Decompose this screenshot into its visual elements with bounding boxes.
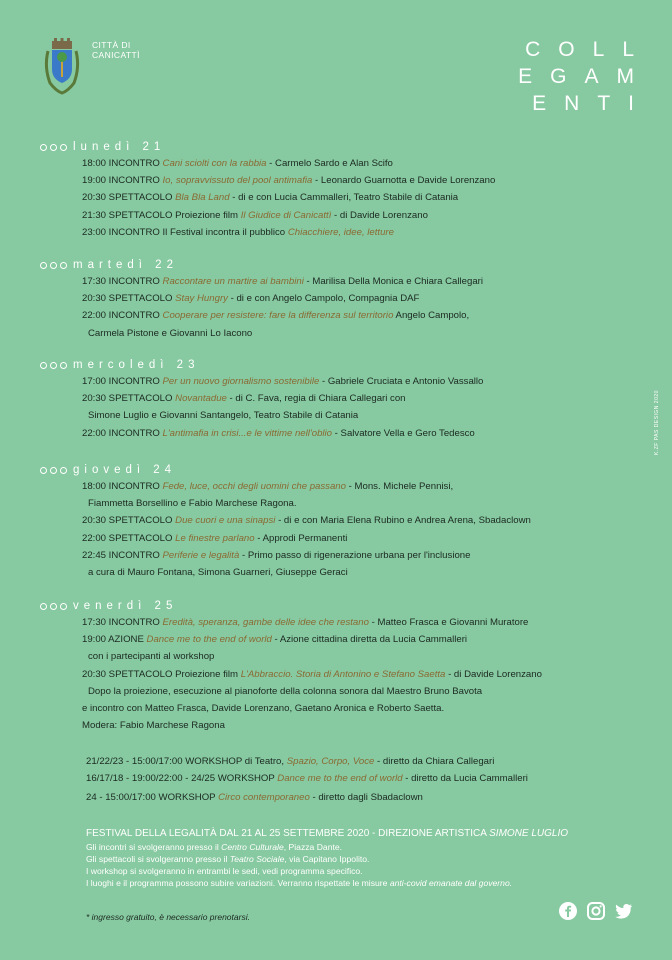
event-details: - di e con Maria Elena Rubino e Andrea Arena, Sbadaclown <box>275 515 531 527</box>
event-title: Dance me to the end of world <box>146 634 272 646</box>
event-time: 18:00 INCONTRO <box>82 481 163 492</box>
event-time: 22:00 INCONTRO <box>82 310 163 322</box>
event-line <box>88 498 297 509</box>
instagram-icon[interactable] <box>586 901 606 921</box>
event-time: 18:00 INCONTRO <box>82 158 163 169</box>
workshop-director: - diretto da Lucia Cammalleri <box>402 773 528 784</box>
event-details: - di e con Angelo Campolo, Compagnia DAF <box>227 293 420 305</box>
event-line <box>82 669 542 680</box>
event-time: 22:00 SPETTACOLO <box>82 532 176 544</box>
event-details: - Salvatore Vella e Gero Tedesco <box>332 427 475 439</box>
footer-line-2: Gli spettacoli si svolgeranno presso il Teatro Sociale, via Capitano Ippolito. <box>86 854 370 864</box>
event-details: - di C. Fava, regia di Chiara Callegari con <box>226 393 406 405</box>
event-line <box>82 550 470 561</box>
day-name: giovedì 24 <box>73 464 177 476</box>
event-title: Io, sopravvissuto del pool antimafia <box>162 175 313 187</box>
event-title: Cani sciolti con la rabbia <box>162 158 267 169</box>
event-time: 20:30 SPETTACOLO Proiezione film <box>82 668 241 680</box>
event-line <box>82 617 528 628</box>
event-details: - Matteo Frasca e Giovanni Muratore <box>368 617 529 628</box>
workshop-director: - diretto da Chiara Callegari <box>374 756 495 767</box>
event-details: - Marilisa Della Monica e Chiara Callegari <box>303 276 483 287</box>
event-title: Novantadue <box>175 393 227 405</box>
festival-info-title: FESTIVAL DELLA LEGALITÀ DAL 21 AL 25 SETTEMBRE 2020 - DIREZIONE ARTISTICA SIMONE LUGLIO <box>86 828 569 839</box>
event-title: Per un nuovo giornalismo sostenibile <box>162 376 320 387</box>
event-time: e incontro con Matteo Frasca, Davide Lorenzano, Gaetano Aronica e Roberto Saetta. <box>82 703 445 714</box>
day-name: martedì 22 <box>73 259 178 271</box>
footer-line-4: I luoghi e il programma possono subire variazioni. Verranno rispettate le misure anti-covid emanate dal governo. <box>86 878 513 888</box>
event-time: Dopo la proiezione, esecuzione al pianoforte della colonna sonora dal Maestro Bruno Bavota <box>88 685 483 697</box>
design-credit: K.ZF PAS DESIGN 2020 <box>654 390 660 455</box>
event-title: Stay Hungry <box>175 293 228 305</box>
circles-decoration <box>40 144 67 151</box>
event-time: Modera: Fabio Marchese Ragona <box>82 720 225 732</box>
event-time: 23:00 INCONTRO Il Festival incontra il pubblico <box>82 226 288 238</box>
event-title: Fede, luce, occhi degli uomini che passano <box>162 481 346 492</box>
event-time: 20:30 SPETTACOLO <box>82 293 176 305</box>
event-line <box>82 481 453 492</box>
day-header <box>40 140 165 154</box>
event-time: 21:30 SPETTACOLO Proiezione film <box>82 209 241 221</box>
workshop-line <box>86 773 528 784</box>
event-line <box>82 192 458 203</box>
city-name-line2: CANICATTÌ <box>92 50 140 60</box>
event-line <box>88 410 358 421</box>
event-title: Periferie e legalità <box>162 549 240 561</box>
workshop-line <box>86 756 494 767</box>
day-name: lunedì 21 <box>73 141 166 153</box>
event-title: Il Giudice di Canicattì <box>240 209 332 221</box>
day-header <box>40 599 177 613</box>
event-time: Carmela Pistone e Giovanni Lo Iacono <box>88 327 253 339</box>
workshop-line <box>86 792 423 803</box>
day-name: venerdì 25 <box>73 600 178 612</box>
event-line <box>82 634 467 645</box>
event-line <box>82 428 475 439</box>
festival-title <box>518 36 652 117</box>
event-title: Raccontare un martire ai bambini <box>162 276 304 287</box>
circles-decoration <box>40 603 67 610</box>
event-details: - Approdi Permanenti <box>254 532 348 544</box>
event-title: Cooperare per resistere: fare la differenza sul territorio <box>162 310 394 322</box>
event-title: Bla Bla Land <box>175 192 230 204</box>
event-title: Eredità, speranza, gambe delle idee che restano <box>162 617 369 628</box>
event-time: 20:30 SPETTACOLO <box>82 192 176 204</box>
event-details: - Gabriele Cruciata e Antonio Vassallo <box>319 376 484 387</box>
event-details: Angelo Campolo, <box>393 310 470 322</box>
event-line <box>82 533 347 544</box>
event-line <box>82 393 406 404</box>
circles-decoration <box>40 362 67 369</box>
title-line-2: EGAM <box>518 65 652 88</box>
event-title: Le finestre parlano <box>175 532 255 544</box>
event-title: L'antimafia in crisi...e le vittime nell'oblio <box>162 427 333 439</box>
event-details: - di e con Lucia Cammalleri, Teatro Stabile di Catania <box>229 192 459 204</box>
city-name <box>92 40 140 60</box>
facebook-icon[interactable] <box>558 901 578 921</box>
twitter-icon[interactable] <box>613 901 633 921</box>
city-name-line1: CITTÀ DI <box>92 40 131 50</box>
event-time: con i partecipanti al workshop <box>88 651 215 663</box>
event-time: 22:45 INCONTRO <box>82 549 163 561</box>
day-name: mercoledì 23 <box>73 359 200 371</box>
event-details: - Leonardo Guarnotta e Davide Lorenzano <box>312 175 496 187</box>
title-line-3: ENTI <box>532 92 652 115</box>
event-line <box>82 310 469 321</box>
event-line <box>82 376 483 387</box>
event-line <box>82 158 393 169</box>
event-title: L'Abbraccio. Storia di Antonino e Stefano Saetta <box>240 668 446 680</box>
event-line <box>82 276 483 287</box>
free-entry-note: * ingresso gratuito, è necessario prenotarsi. <box>86 912 250 922</box>
workshop-time: 24 - 15:00/17:00 WORKSHOP <box>86 792 219 803</box>
event-time: 19:00 AZIONE <box>82 634 147 646</box>
event-line <box>82 720 225 731</box>
event-time: 17:30 INCONTRO <box>82 617 163 628</box>
event-line <box>82 515 531 526</box>
workshop-time: 16/17/18 - 19:00/22:00 - 24/25 WORKSHOP <box>86 773 278 784</box>
event-time: Simone Luglio e Giovanni Santangelo, Teatro Stabile di Catania <box>88 410 359 422</box>
workshop-director: - diretto dagli Sbadaclown <box>309 792 423 803</box>
event-details: - di Davide Lorenzano <box>331 209 428 221</box>
event-details: - Azione cittadina diretta da Lucia Cammalleri <box>271 634 468 646</box>
footer-line-3: I workshop si svolgeranno in entrambi le sedi, vedi programma specifico. <box>86 866 363 876</box>
event-time: a cura di Mauro Fontana, Simona Guarneri, Giuseppe Geraci <box>88 567 348 578</box>
city-crest-logo <box>42 37 82 95</box>
circles-decoration <box>40 467 67 474</box>
title-line-1: COLL <box>525 38 652 61</box>
event-details: - Mons. Michele Pennisi, <box>345 481 454 492</box>
event-time: 17:00 INCONTRO <box>82 376 163 387</box>
event-line <box>82 175 495 186</box>
day-header <box>40 463 176 477</box>
event-time: Fiammetta Borsellino e Fabio Marchese Ragona. <box>88 498 297 510</box>
event-title: Chiacchiere, idee, letture <box>287 226 394 238</box>
workshop-title: Spazio, Corpo, Voce <box>286 756 375 767</box>
workshop-title: Dance me to the end of world <box>277 773 403 784</box>
event-title: Due cuori e una sinapsi <box>175 515 276 527</box>
circles-decoration <box>40 262 67 269</box>
event-line <box>88 686 482 697</box>
event-line <box>82 210 428 221</box>
event-time: 20:30 SPETTACOLO <box>82 515 176 527</box>
workshop-time: 21/22/23 - 15:00/17:00 WORKSHOP di Teatro, <box>86 756 287 767</box>
event-line <box>82 293 419 304</box>
event-time: 19:00 INCONTRO <box>82 175 163 187</box>
event-line <box>88 651 214 662</box>
day-header <box>40 358 199 372</box>
event-details: - Carmelo Sardo e Alan Scifo <box>266 158 393 169</box>
event-time: 22:00 INCONTRO <box>82 427 163 439</box>
event-line <box>82 703 444 714</box>
event-time: 20:30 SPETTACOLO <box>82 393 176 405</box>
workshop-title: Circo contemporaneo <box>218 792 310 803</box>
event-time: 17:30 INCONTRO <box>82 276 163 287</box>
event-line <box>88 328 252 339</box>
event-details: - Primo passo di rigenerazione urbana per l'inclusione <box>239 549 471 561</box>
event-details: - di Davide Lorenzano <box>445 668 542 680</box>
event-line <box>88 567 348 578</box>
footer-line-1: Gli incontri si svolgeranno presso il Centro Culturale, Piazza Dante. <box>86 842 343 852</box>
day-header <box>40 258 178 272</box>
event-line <box>82 227 394 238</box>
